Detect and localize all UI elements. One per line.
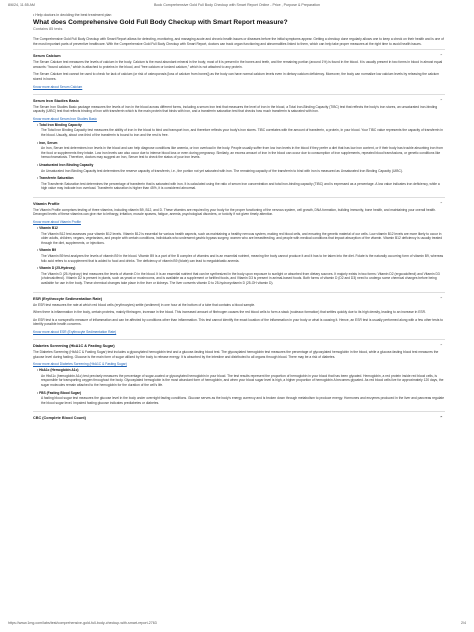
- test-item: • Vitamin D (25-Hydroxy): [37, 266, 76, 271]
- section-title: ESR (Erythrocyte Sedimentation Rate): [33, 296, 102, 301]
- chevron-up-icon[interactable]: ⌃: [439, 295, 443, 301]
- section-paragraph: The Serum Calcium test cannot be used to check for lack of calcium (or risk of osteoporosis [loss of calcium from bones]) as the body can have normal calcium levels even in dietary calcium deficiency. Moreover, the body can normalize low calcium levels by releasing the calcium stored in bones.: [33, 72, 440, 81]
- test-item: • Unsaturated Iron Binding Capacity: [37, 162, 94, 167]
- test-item: • Total Iron Binding Capacity: [37, 122, 82, 127]
- test-item-desc: The Vitamin B9 test analyzes the levels of vitamin B9 in the blood. Vitamin B9 is a part of the B complex of vitamins and is an essential nutrient, meaning the body cannot produce it and it has to be taken into the diet. Folate is the naturally occurring form of vitamin B9, whereas folic acid refers to a supplement that is added to food and drinks. The deficiency of vitamin B9 (folate) can lead to megaloblastic anemia.: [41, 254, 444, 263]
- test-item-name: Vitamin D (25-Hydroxy): [39, 266, 76, 271]
- print-page-title: Book Comprehensive Gold Full Body Checkup with Smart Report Online - Price , Purpose & Preparation: [154, 3, 320, 7]
- section-paragraph: When there is inflammation in the body, certain proteins, mainly fibrinogen, increase in the blood. This increased amount of fibrinogen causes the red blood cells to form a stack (rouleaux formation) that settles quickly due to its high density, leading to an increase in ESR.: [33, 310, 426, 315]
- test-item-desc: A fasting blood sugar test measures the glucose level in the body under overnight fasting conditions. Glucose serves as the body's energy currency and is broken down through metabolism to produce energy. Hormones and enzymes produced in the liver and pancreas regulate the blood sugar level. Impaired fasting glucose indicates prediabetes or diabetes.: [41, 396, 445, 405]
- section-title: CBC (Complete Blood Count): [33, 416, 86, 421]
- test-item-name: Vitamin B12: [39, 226, 58, 231]
- section-paragraph: An ESR test is a nonspecific measure of inflammation and can be affected by conditions other than inflammation. This test cannot identify the exact location of the inflammation in your body or what is causing it. Hence, an ESR test is usually performed along with a few other tests to identify possible health concerns.: [33, 317, 444, 327]
- test-item-name: FBS (Fasting Blood Sugar): [39, 390, 82, 395]
- section-vitamin-profile[interactable]: [33, 197, 445, 292]
- chevron-up-icon[interactable]: ⌃: [439, 415, 443, 421]
- chevron-up-icon[interactable]: ⌃: [439, 200, 443, 206]
- know-more-link[interactable]: Know more about Serum Iron Studies Basic: [33, 116, 97, 121]
- section-title: Serum Calcium: [33, 54, 61, 59]
- test-item-name: Iron, Serum: [39, 140, 58, 145]
- section-title: Vitamin Profile: [33, 201, 60, 206]
- test-item-name: Unsaturated Iron Binding Capacity: [39, 162, 94, 167]
- section-diabetes-screening[interactable]: [33, 339, 445, 411]
- section-paragraph: The Diabetes Screening (HbA1C & Fasting Sugar) test includes a glycosylated hemoglobin test and a glucose-fasting blood test. The glycosylated hemoglobin test measures the percentage of glycosylated hemoglobin in the blood, while a glucose-fasting blood test measures the glucose level during fasting. Glucose is the main form of sugar utilized by the body to release energy. It is absorbed by the intestine and distributed to all organs through blood. There may be a risk of diabetes.: [33, 349, 439, 359]
- print-footer: [8, 621, 466, 629]
- test-item-name: Total Iron Binding Capacity: [39, 122, 82, 127]
- know-more-link[interactable]: Know more about ESR (Erythrocyte Sedimentation Rate): [33, 329, 117, 334]
- test-item-name: HbA1c (Hemoglobin A1c): [39, 368, 79, 373]
- page-content: [33, 13, 445, 424]
- test-item-desc: The Vitamin B12 test assesses your vitamin B12 levels. Vitamin B12 is essential for various health aspects, such as maintaining a healthy nervous system, making red blood cells, and ensuring the genetic material of our cells. Low vitamin B12 levels are more likely to occur in older adults, children, vegans, vegetarians, and people with certain conditions, individuals who underwent gastric bypass surgery, women who are breastfeeding, and people with medical conditions that impact absorption of the vitamin. Vitamin B12 deficiency is usually treated through the diet, supplements, or injections.: [41, 231, 443, 245]
- test-item: • Transferrin Saturation: [37, 176, 74, 181]
- print-header: [8, 3, 466, 11]
- section-title: Serum Iron Studies Basic: [33, 98, 79, 103]
- chevron-up-icon[interactable]: ⌃: [439, 342, 443, 348]
- section-paragraph: The Serum Iron Studies Basic package measures the levels of iron in the blood across different forms, including a serum iron test that measures the level of iron in the blood, a Total Iron-Binding Capacity (TIBC) test that reflects the body's iron stores, an unsaturated iron-binding capacity (UIBC) test that reflects binding of iron with transferrin which is the main protein that binds with iron, and a transferrin saturation test that checks how much transferrin is saturated with iron.: [33, 104, 438, 114]
- test-item: • Iron, Serum: [37, 140, 58, 145]
- chevron-up-icon[interactable]: ⌃: [439, 97, 443, 103]
- section-esr[interactable]: [33, 292, 445, 339]
- test-item-desc: An Unsaturated Iron Binding Capacity test determines the reserve capacity of transferrin, i.e., the portion not yet saturated with iron. The remaining capacity of the transferrin to bind with iron is measured as Unsaturated Iron Binding Capacity (UIBC).: [41, 168, 403, 173]
- know-more-link[interactable]: Know more about Diabetes Screening (HbA1C & Fasting Sugar): [33, 362, 127, 367]
- test-item: • HbA1c (Hemoglobin A1c): [37, 368, 79, 373]
- chevron-up-icon[interactable]: ⌃: [439, 53, 443, 59]
- test-item: • Vitamin B9: [37, 248, 57, 253]
- know-more-link[interactable]: Know more about Serum Calcium: [33, 84, 83, 89]
- print-timestamp: 8/6/24, 11:55 AM: [8, 3, 35, 7]
- section-title: Diabetes Screening (HbA1C & Fasting Sugar): [33, 343, 115, 348]
- test-item-name: Vitamin B9: [39, 248, 57, 253]
- section-paragraph: The Serum Calcium test measures the levels of calcium in the body. Calcium is the most abundant mineral in the body; most of it is present in the bones and teeth, and the remaining portion (around 1%) is found in the blood. It is usually present in two forms in blood in almost equal amounts: "bound calcium," which is attached to proteins in the blood, and "free calcium or ionized calcium," which is not attached to any protein.: [33, 60, 443, 69]
- test-item-desc: The Transferrin Saturation test determines the percentage of transferrin that is saturated with iron. It is calculated using the ratio of serum iron concentration and total iron-binding capacity (TIBC) and is expressed as a percentage. A low value indicates iron deficiency, while a high value may indicate iron overload. Transferrin saturation is higher than 45%, it is considered abnormal.: [41, 181, 440, 191]
- test-item-desc: An HbA1c (hemoglobin A1c) test precisely measures the percentage of sugar-coated or glycosylated hemoglobin in your blood. The test results represent the proportion of hemoglobin in your blood that has been glycated. Hemoglobin, a red protein inside red blood cells, is responsible for transporting oxygen throughout the body. Glycosylated hemoglobin is the most abundant form of hemoglobin, and when your blood sugar level is high, a higher proportion of hemoglobin A becomes glycated. As red blood cells live for approximately 120 days, the sugar molecules remain attached to the hemoglobin for the duration of the cell's life.: [41, 373, 444, 387]
- section-serum-iron[interactable]: [33, 94, 445, 197]
- test-item: • Vitamin B12: [37, 226, 58, 231]
- section-paragraph: The Vitamin Profile comprises testing of three vitamins, including vitamin B9, B12, and D. These vitamins are required by your body for the proper functioning of the nervous system, cell growth, DNA formation, building immunity, bone health, and maintaining your overall health. Deranged levels of these vitamins can give rise to lethargy, irritation, muscle spasms, fatigue, anemia, psychological disorders, or toxicity if not given timely attention.: [33, 207, 436, 217]
- test-item: • FBS (Fasting Blood Sugar): [37, 390, 82, 395]
- tests-count: Contains 85 tests: [33, 27, 63, 31]
- print-page-number: 2/4: [461, 621, 466, 625]
- test-item-desc: The Total Iron Binding Capacity test measures the ability of iron in the blood to bind and transport iron, and therefore reflects your body's iron stores. TIBC correlates with the amount of transferrin, a protein, in your blood. Your TIBC value represents the capacity of transferrin in the blood. Usually, about one-third of the transferrin is bound to iron and the rest is free.: [41, 128, 443, 137]
- section-serum-calcium[interactable]: [33, 49, 445, 93]
- print-url: https://www.1mg.com/labs/test/comprehensive-gold-full-body-checkup-with-smart-report-2763: [8, 621, 157, 625]
- section-paragraph: An ESR test measures the rate at which red blood cells (erythrocytes) settle (sediment) in one hour at the bottom of a tube that contains a blood sample.: [33, 302, 256, 307]
- test-item-name: Transferrin Saturation: [39, 176, 74, 181]
- know-more-link[interactable]: Know more about Vitamin Profile: [33, 220, 81, 225]
- test-item-desc: The Vitamin D (25-Hydroxy) test measures the levels of vitamin D in the blood. It is an essential nutrient that can be synthesized in the body upon exposure to sunlight or absorbed from dietary sources. It majorly exists in two forms: Vitamin D2 (ergocalciferol) and Vitamin D3 (cholecalciferol). Vitamin D2 is present in plants, such as yeast or mushrooms, and is available as a supplement or fortified foods, and Vitamin D3 is present in animal-based foods. Both forms of vitamin D (D2 and D3) need to undergo some chemical changes before being available for use in the body. These chemical changes take place in the liver or kidneys. The liver converts vitamin D to 25-hydroxyvitamin D (25-OH vitamin D).: [41, 271, 440, 285]
- test-item-desc: An Iron, Serum test determines iron levels in the blood and can help diagnose conditions like anemia, or iron overload in the body. People usually suffer from low iron levels in the blood if they prefer a diet that has low iron content, or if their body has trouble absorbing iron from the food or supplements they intake. Low iron levels can also occur due to intense blood loss or even during pregnancy. Similarly, an excess amount of iron in the blood can occur due to consumption of iron supplements, repeated blood transfusions, or genetic conditions like hemochromatosis. Therefore, doctors may suggest an Iron, Serum test to check the status of your iron levels.: [41, 146, 443, 160]
- intro-paragraph: The Comprehensive Gold Full Body Checkup with Smart Report allows for detecting, monitoring, and managing acute and chronic health issues or diseases before the initial symptoms appear. Getting a checkup done regularly allows one to keep a check on their health and is one of the most important parts of preventive healthcare. With the Comprehensive Gold Full Body Checkup with Smart Report, doctors can track organ functioning and abnormalities linked to them, which can help take proper measures at the right time to avoid health issues.: [33, 37, 444, 46]
- section-cbc[interactable]: [33, 411, 445, 424]
- page-title: What does Comprehensive Gold Full Body Checkup with Smart Report measure?: [33, 19, 288, 26]
- top-bullet: • Help doctors in deciding the best treatment plan: [33, 13, 112, 17]
